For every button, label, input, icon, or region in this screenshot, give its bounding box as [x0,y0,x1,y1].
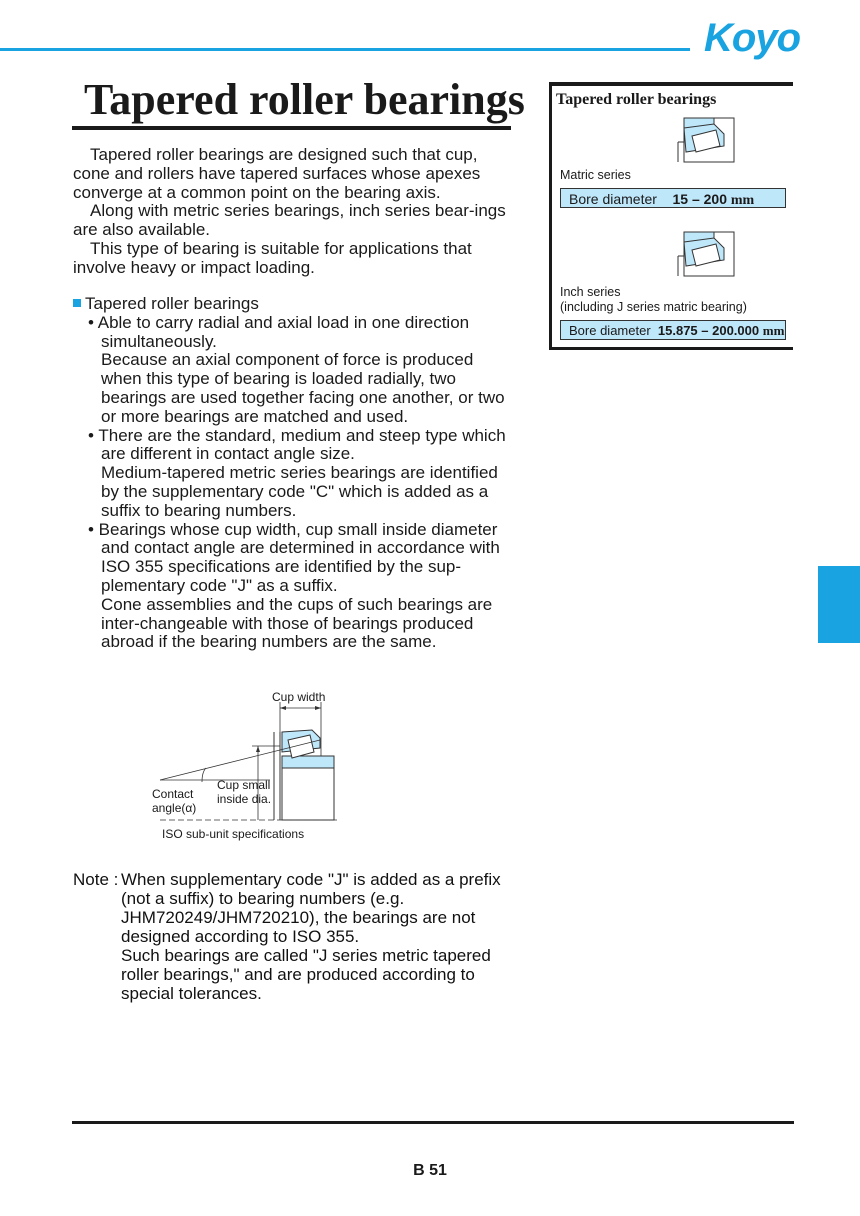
intro-paragraph: This type of bearing is suitable for applications that involve heavy or impact loading. [73,238,472,277]
figure-caption: ISO sub-unit specifications [162,827,305,841]
header-rule [0,48,690,51]
feature-bullet: • There are the standard, medium and steep type which are different in contact angle size. [88,425,506,464]
note-paragraph: Such bearings are called "J series metric tapered roller bearings," and are produced according to special tolerances. [121,946,491,1003]
metric-bore-range [560,188,786,208]
note-text [121,870,521,1003]
inch-series-label [560,285,747,315]
footer-rule [72,1121,794,1124]
note-paragraph: When supplementary code "J" is added as a prefix (not a suffix) to bearing numbers (e.g. JHM720249/JHM720210), the bearings are not designed according to ISO 355. [121,870,501,946]
bore-unit: mm [762,323,785,338]
brand-logo: Koyo [704,16,800,60]
section-heading-text: Tapered roller bearings [85,294,259,313]
title-underline [72,126,511,130]
contact-label: Contact [152,787,194,801]
bore-value: 15.875 – 200.000 [657,323,760,338]
inch-series-title: Inch series [560,285,621,299]
bore-label: Bore diameter [569,323,651,338]
metric-series-label: Matric series [560,168,631,182]
intro-paragraph: Tapered roller bearings are designed such that cup, cone and rollers have tapered surfaces whose apexes converge at a common point on the bearing axis. [73,145,481,202]
feature-bullet: • Able to carry radial and axial load in one direction simultaneously. [88,312,470,351]
square-bullet-icon [73,299,81,307]
section-heading [73,295,518,314]
inch-bearing-icon [672,226,742,280]
feature-detail: Medium-tapered metric series bearings are identified by the supplementary code "C" which is added as a suffix to bearing numbers. [101,463,498,520]
section-tab-marker [818,566,860,643]
bore-label: Bore diameter [569,191,657,207]
metric-bearing-icon [672,112,742,166]
cup-small-label: Cup small [217,778,271,792]
note-label: Note : [73,870,119,889]
features-section [73,295,518,652]
feature-detail: Cone assemblies and the cups of such bearings are inter-changeable with those of bearings produced abroad if the bearing numbers are the same. [101,594,493,652]
feature-detail: Because an axial component of force is produced when this type of bearing is loaded radially, two bearings are used together facing one another, or two or more bearings are matched and used. [101,350,505,426]
sidebar-title: Tapered roller bearings [556,91,717,108]
iso-sub-unit-diagram [140,680,360,845]
feature-bullet: • Bearings whose cup width, cup small inside diameter and contact angle are determined in accordance with ISO 355 specifications are identified by the sup-plementary code "J" as a suffix. [88,519,500,595]
intro-paragraph: Along with metric series bearings, inch series bear-ings are also available. [73,201,506,240]
page-title: Tapered roller bearings [84,75,525,124]
inside-dia-label: inside dia. [217,792,272,806]
intro-text [73,146,513,278]
page-number: B 51 [413,1162,447,1179]
bore-unit: mm [730,193,755,208]
inch-series-note: (including J series matric bearing) [560,300,747,314]
bore-value: 15 – 200 [672,191,727,207]
inch-bore-range [560,320,786,340]
contact-angle-label: angle(α) [152,801,197,815]
cup-width-label: Cup width [272,690,326,704]
